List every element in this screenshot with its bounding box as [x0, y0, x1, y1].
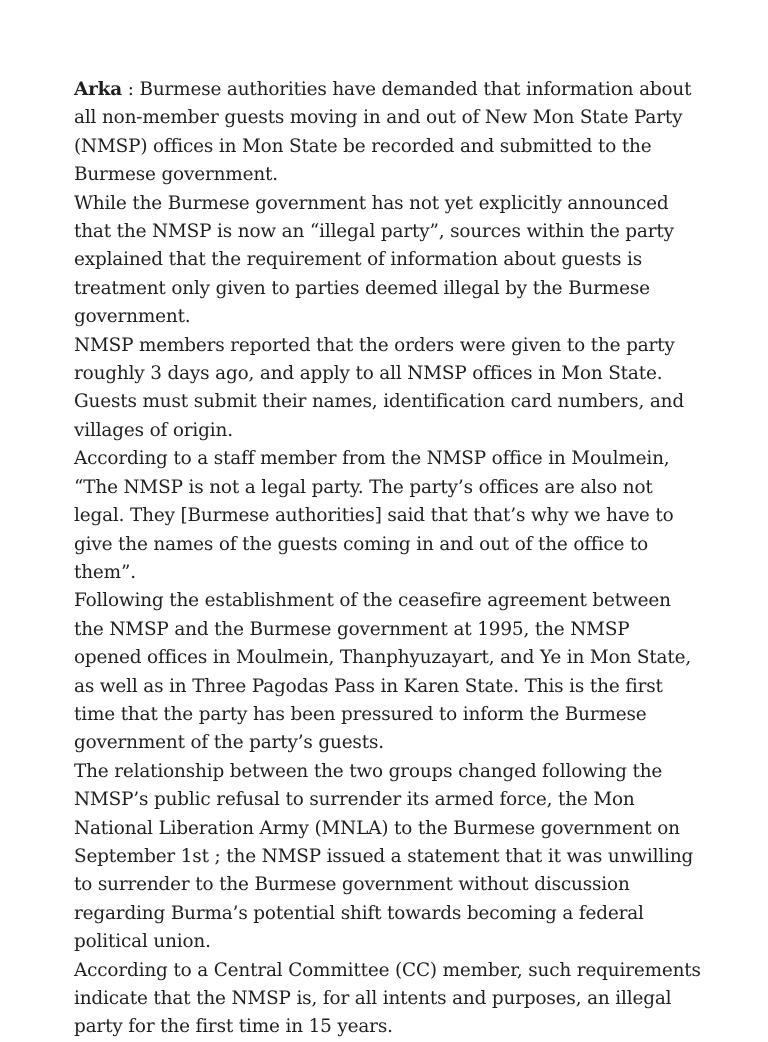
- paragraph-staff-quote: According to a staff member from the NMSP office in Moulmein, “The NMSP is not a legal party. The party’s offices are also not legal. They [Burmese authorities] said that that’s why we have to give the names of the guests coming in and out of the office to them”.: [74, 448, 674, 583]
- lead-separator: :: [122, 79, 140, 100]
- paragraph-orders: NMSP members reported that the orders were given to the party roughly 3 days ago, and apply to all NMSP offices in Mon State. Guests must submit their names, identification card numbers, and villages of origin.: [74, 334, 684, 441]
- news-source: Arka: [74, 79, 123, 100]
- paragraph-ceasefire: Following the establishment of the ceasefire agreement between the NMSP and the Burmese government at 1995, the NMSP opened offices in Moulmein, Thanphyuzayart, and Ye in Mon State, as well as in Three Pagodas Pass in Karen State. This is the first time that the party has been pressured to inform the Burmese government of the party’s guests.: [74, 590, 692, 754]
- article-body: [74, 76, 702, 1042]
- paragraph-relationship: The relationship between the two groups changed following the NMSP’s public refusal to surrender its armed force, the Mon National Liberation Army (MNLA) to the Burmese government on September 1st ; the NMSP issued a statement that it was unwilling to surrender to the Burmese government without discussion regarding Burma’s potential shift towards becoming a federal political union.: [74, 760, 694, 953]
- paragraph-cc-member: According to a Central Committee (CC) member, such requirements indicate that the NMSP is, for all intents and purposes, an illegal party for the first time in 15 years.: [74, 959, 701, 1038]
- paragraph-illegal-party: While the Burmese government has not yet explicitly announced that the NMSP is now an “illegal party”, sources within the party explained that the requirement of information about guests is treatment only given to parties deemed illegal by the Burmese government.: [74, 192, 674, 328]
- lead-text: Burmese authorities have demanded that information about all non-member guests moving in and out of New Mon State Party (NMSP) offices in Mon State be recorded and submitted to the Burmese government.: [74, 79, 692, 186]
- lead-paragraph: [74, 76, 702, 190]
